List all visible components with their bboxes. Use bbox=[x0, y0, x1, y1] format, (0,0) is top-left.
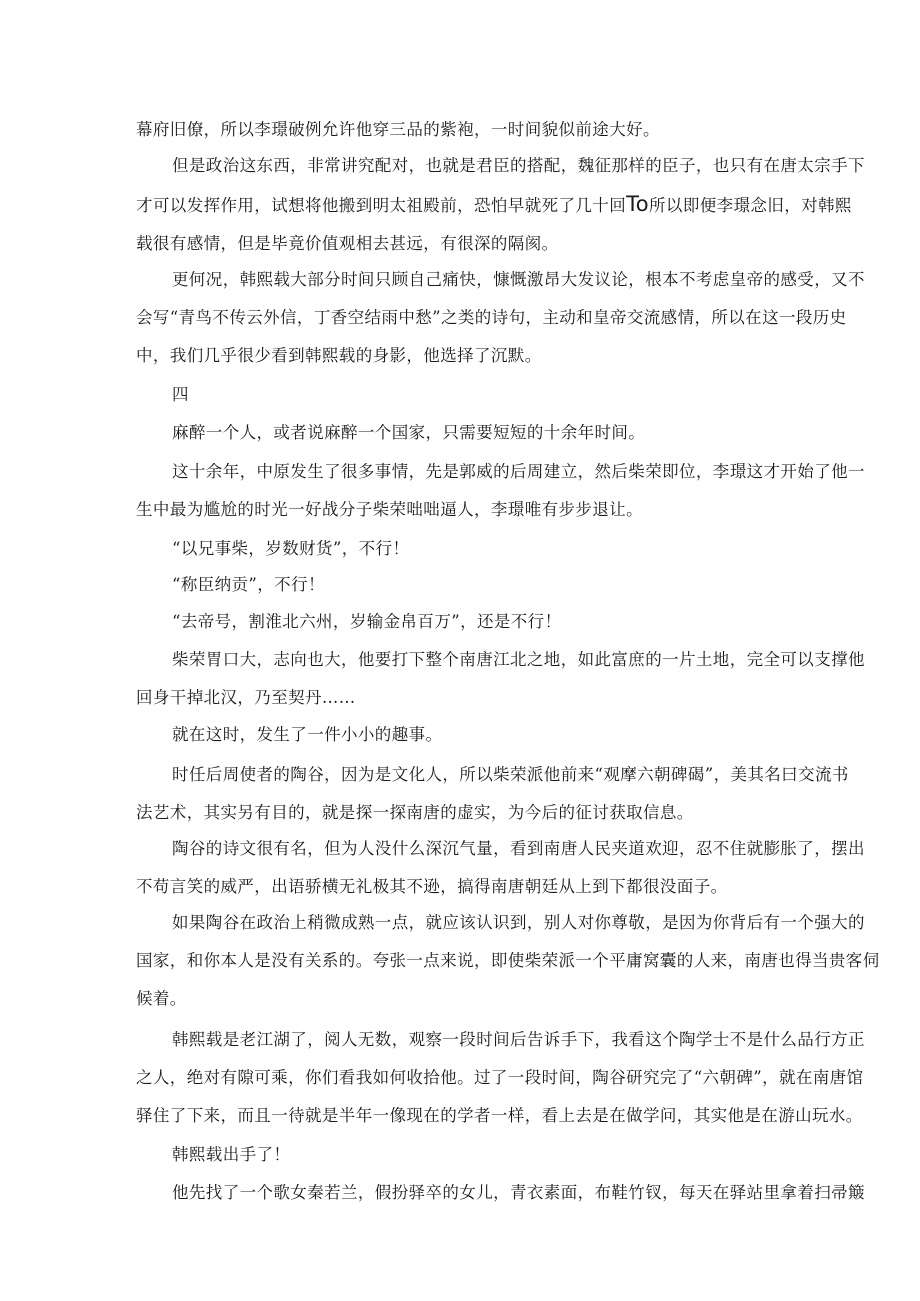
paragraph-7 bbox=[136, 566, 796, 604]
paragraph-16 bbox=[136, 1174, 865, 1212]
paragraph-13 bbox=[136, 904, 880, 1018]
text-line: “去帝号，割淮北六州，岁输金帛百万”，还是不行！ bbox=[172, 612, 562, 631]
text-line: 这十余年，中原发生了很多事情，先是郭威的后周建立，然后柴荣即位，李璟这才开始了他一 bbox=[172, 462, 865, 481]
paragraph-12 bbox=[136, 830, 865, 906]
text-line: 不苟言笑的威严，出语骄横无礼极其不逊，搞得南唐朝廷从上到下都很没面子。 bbox=[136, 877, 728, 896]
text-line: 陶谷的诗文很有名，但为人没什么深沉气量，看到南唐人民夹道欢迎，忍不住就膨胀了，摆出 bbox=[172, 839, 865, 858]
text-line: 他先找了一个歌女秦若兰，假扮驿卒的女儿，青衣素面，布鞋竹钗，每天在驿站里拿着扫帚簸 bbox=[172, 1183, 865, 1202]
text-line: 更何况，韩熙载大部分时间只顾自己痛快，慷慨激昂大发议论，根本不考虑皇帝的感受，又不 bbox=[172, 270, 865, 289]
latin-fragment: To bbox=[626, 192, 650, 216]
paragraph-10 bbox=[136, 716, 796, 754]
paragraph-8 bbox=[136, 603, 796, 641]
paragraph-1 bbox=[136, 111, 796, 149]
paragraph-11 bbox=[136, 756, 849, 832]
text-line: 但是政治这东西，非常讲究配对，也就是君臣的搭配，魏征那样的臣子，也只有在唐太宗手下 bbox=[172, 156, 865, 175]
text-line: 候着。 bbox=[136, 989, 187, 1008]
section-heading bbox=[136, 376, 796, 414]
paragraph-4 bbox=[136, 414, 796, 452]
text-line: 驿住了下来，而且一待就是半年一像现在的学者一样，看上去是在做学问，其实他是在游山玩水。 bbox=[136, 1106, 863, 1125]
paragraph-2 bbox=[136, 147, 865, 263]
text-line: 韩熙载是老江湖了，阅人无数，观察一段时间后告诉手下，我看这个陶学士不是什么品行方正 bbox=[172, 1030, 865, 1049]
section-number: 四 bbox=[172, 385, 189, 404]
text-line: 就在这时，发生了一件小小的趣事。 bbox=[172, 725, 443, 744]
text-line: 会写“青鸟不传云外信，丁香空结雨中愁”之类的诗句，主动和皇帝交流感情，所以在这一段历史 bbox=[136, 308, 847, 327]
text-line: 柴荣胃口大，志向也大，他要打下整个南唐江北之地，如此富庶的一片土地，完全可以支撑他 bbox=[172, 650, 865, 669]
paragraph-3 bbox=[136, 261, 865, 375]
text-line: 载很有感情，但是毕竟价值观相去甚远，有很深的隔阂。 bbox=[136, 234, 559, 253]
text-line: 时任后周使者的陶谷，因为是文化人，所以柴荣派他前来“观摩六朝碑碣”，美其名曰交流书 bbox=[172, 765, 849, 784]
text-line: 法艺术，其实另有目的，就是探一探南唐的虚实，为今后的征讨获取信息。 bbox=[136, 803, 694, 822]
paragraph-15 bbox=[136, 1136, 796, 1174]
text-line: “称臣纳贡”，不行！ bbox=[172, 575, 325, 594]
paragraph-6 bbox=[136, 530, 796, 568]
text-line: 韩熙载出手了！ bbox=[172, 1145, 291, 1164]
text-line: 国家，和你本人是没有关系的。夸张一点来说，即使柴荣派一个平庸窝囊的人来，南唐也得当贵客伺 bbox=[136, 951, 880, 970]
text-line-with-latin bbox=[136, 185, 852, 225]
paragraph-5 bbox=[136, 453, 865, 529]
text-line: 幕府旧僚，所以李璟破例允许他穿三品的紫袍，一时间貌似前途大好。 bbox=[136, 120, 660, 139]
text-line: 之人，绝对有隙可乘，你们看我如何收拾他。过了一段时间，陶谷研究完了“六朝碑”，就在南唐馆 bbox=[136, 1068, 864, 1087]
text-line: “以兄事柴，岁数财货”，不行！ bbox=[172, 539, 410, 558]
text-line: 麻醉一个人，或者说麻醉一个国家，只需要短短的十余年时间。 bbox=[172, 423, 646, 442]
text-line: 回身干掉北汉，乃至契丹…… bbox=[136, 688, 356, 707]
paragraph-9 bbox=[136, 641, 865, 717]
text-line: 中，我们几乎很少看到韩熙载的身影，他选择了沉默。 bbox=[136, 346, 542, 365]
text-line: 如果陶谷在政治上稍微成熟一点，就应该认识到，别人对你尊敬，是因为你背后有一个强大的 bbox=[172, 913, 865, 932]
paragraph-14 bbox=[136, 1021, 865, 1135]
text-fragment: 才可以发挥作用，试想将他搬到明太祖殿前，恐怕早就死了几十回 bbox=[136, 196, 627, 215]
text-fragment: 所以即便李璟念旧，对韩熙 bbox=[649, 196, 852, 215]
text-line: 生中最为尴尬的时光一好战分子柴荣咄咄逼人，李璟唯有步步退让。 bbox=[136, 500, 643, 519]
